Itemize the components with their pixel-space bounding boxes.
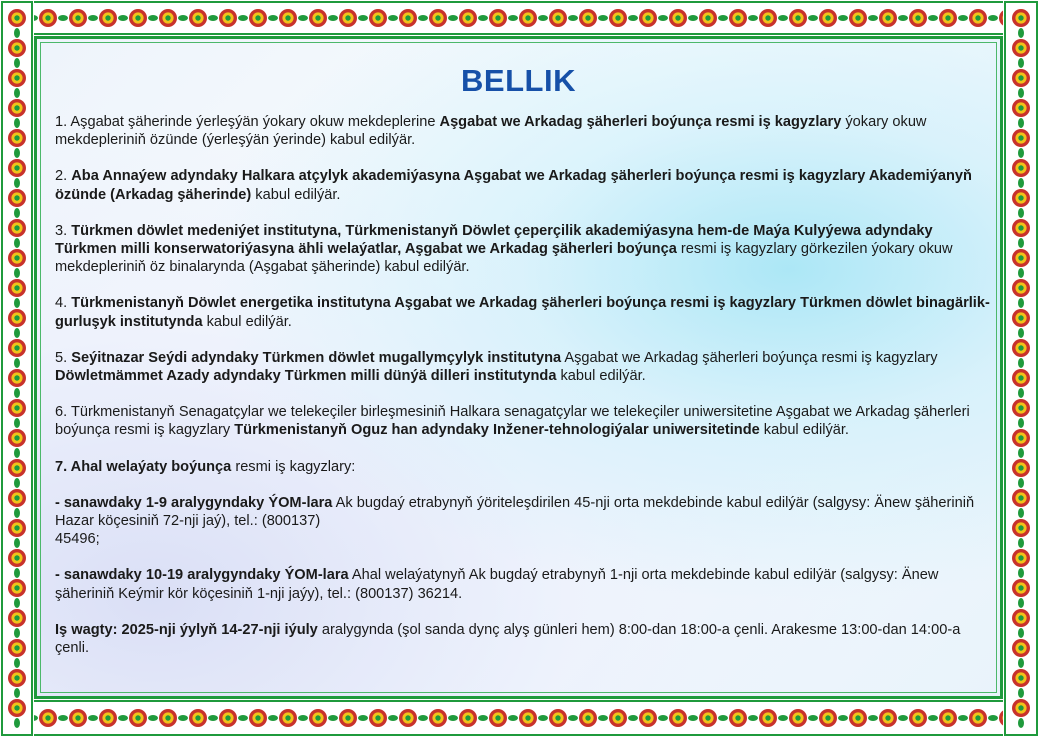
body-text: kabul edilýär. <box>251 186 341 203</box>
ornament-border-right <box>1003 0 1039 737</box>
bold-text: Türkmenistanyň Oguz han adyndaky Inžener-tehnologiýalar uniwersitetinde <box>234 422 760 439</box>
notice-paragraph <box>55 167 995 203</box>
body-text: Ak bugdaý etrabynyň ýöriteleşdirilen 45-nji orta mekdebinde kabul edilýär (salgysy: Änew şäheriniň Hazar köçesiniň 72-nji jaý), tel.: (800137) <box>55 494 975 530</box>
bold-text: Aba Annaýew adyndaky Halkara atçylyk akademiýasyna Aşgabat we Arkadag şäherleri boýunça resmi iş kagyzlary Akademiýanyň özünde (Arkadag şäherinde) <box>55 168 972 203</box>
bold-text: - sanawdaky 1-9 aralygyndaky ÝOM-lara <box>55 494 333 511</box>
body-text: 2. <box>55 168 72 185</box>
notice-paragraph <box>55 222 995 277</box>
notice-paragraph <box>55 113 995 149</box>
body-text: Aşgabat we Arkadag şäherleri boýunça resmi iş kagyzlary <box>561 349 938 366</box>
notice-paragraph <box>55 621 995 657</box>
bold-text: Türkmen döwlet medeniýet institutyna, Türkmenistanyň Döwlet çeperçilik akademiýasyna hem-de Maýa Kulyýewa adyndaky Türkmen milli konserwatoriýasyna ähli welaýatlar, Aşgabat we Arkadag şäherleri boýunça <box>55 222 933 258</box>
bold-text: Iş wagty: 2025-nji ýylyň 14-27-nji iýuly <box>55 621 318 638</box>
notice-paragraph <box>55 349 995 385</box>
bold-text: - sanawdaky 10-19 aralygyndaky ÝOM-lara <box>55 567 349 584</box>
bold-text: Türkmenistanyň Döwlet energetika institutyna Aşgabat we Arkadag şäherleri boýunça resmi iş kagyzlary Türkmen döwlet binagärlik-gurluşyk institutynda <box>55 295 990 330</box>
notice-body <box>55 113 995 675</box>
ornament-border-left <box>0 0 34 737</box>
notice-paragraph <box>55 494 995 549</box>
body-text: 3. <box>55 222 72 239</box>
bold-text: Döwletmämmet Azady adyndaky Türkmen milli dünýä dilleri institutynda <box>55 368 557 385</box>
notice-paragraph <box>55 458 995 476</box>
body-text: 4. <box>55 295 72 312</box>
page-title: BELLIK <box>461 63 576 98</box>
bold-text: Seýitnazar Seýdi adyndaky Türkmen döwlet mugallymçylyk institutyna <box>71 349 562 366</box>
body-text: ýokary okuw mekdepleriniň özünde (ýerleşýän ýerinde) kabul edilýär. <box>55 114 927 149</box>
body-text: kabul edilýär. <box>759 422 849 439</box>
notice-panel <box>34 36 1003 699</box>
body-text: resmi iş kagyzlary: <box>231 458 356 475</box>
body-text: resmi iş kagyzlary görkezilen ýokary okuw mekdepleriniň öz binalarynda (Aşgabat şäherinde) kabul edilýär. <box>55 241 953 276</box>
ornament-border-bottom <box>0 699 1039 737</box>
body-text: aralygynda (şol sanda dynç alyş günleri hem) 8:00-dan 18:00-a çenli. Arakesme 13:00-dan 14:00-a çenli. <box>55 621 961 657</box>
notice-paragraph <box>55 566 995 602</box>
body-text: 5. <box>55 349 72 366</box>
ornament-border-top <box>0 0 1039 36</box>
body-text: 6. Türkmenistanyň Senagatçylar we telekeçiler birleşmesiniň Halkara senagatçylar we telekeçiler uniwersitetine Aşgabat we Arkadag şäherleri boýunça resmi iş kagyzlary <box>55 404 970 439</box>
body-text: Ahal welaýatynyň Ak bugdaý etrabynyň 1-nji orta mekdebinde kabul edilýär (salgysy: Änew şäheriniň Keýmir kör köçesiniň 1-nji jaýy), tel.: (800137) 36214. <box>55 567 939 602</box>
body-text: 1. Aşgabat şäherinde ýerleşýän ýokary okuw mekdeplerine <box>55 114 440 130</box>
notice-paragraph <box>55 403 995 439</box>
body-text: 45496; <box>55 531 100 548</box>
bold-text: 7. Ahal welaýaty boýunça <box>55 458 232 475</box>
bold-text: Aşgabat we Arkadag şäherleri boýunça resmi iş kagyzlary <box>439 114 842 130</box>
notice-paragraph <box>55 294 995 330</box>
body-text: kabul edilýär. <box>556 368 646 385</box>
body-text: kabul edilýär. <box>202 313 292 330</box>
